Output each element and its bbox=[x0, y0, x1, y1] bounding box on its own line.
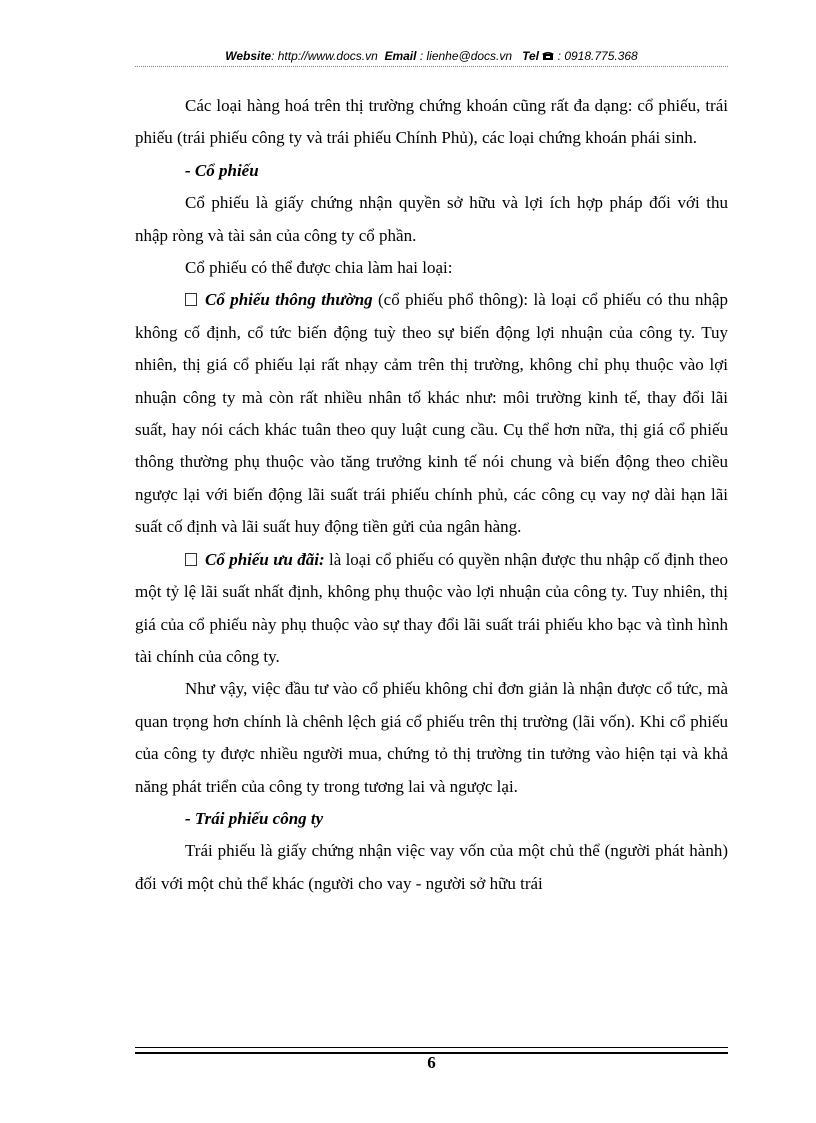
email-value: : lienhe@docs.vn bbox=[419, 49, 513, 63]
bullet-preferred-stock-title: Cổ phiếu ưu đãi: bbox=[205, 549, 325, 569]
bullet-common-stock bbox=[135, 284, 728, 543]
paragraph-stock-definition: Cổ phiếu là giấy chứng nhận quyền sở hữu và lợi ích hợp pháp đối với thu nhập ròng và tài sản của công ty cổ phần. bbox=[135, 193, 728, 245]
heading-corporate-bond: - Trái phiếu công ty bbox=[185, 808, 324, 828]
tel-label: Tel bbox=[522, 49, 539, 63]
email-label: Email bbox=[384, 49, 417, 63]
paragraph-bond-definition: Trái phiếu là giấy chứng nhận việc vay vốn của một chủ thể (người phát hành) đối với một chủ thể khác (người cho vay - người sở hữu trái bbox=[135, 841, 728, 893]
bullet-box-icon bbox=[185, 293, 197, 306]
paragraph-stock-types: Cổ phiếu có thể được chia làm hai loại: bbox=[185, 258, 453, 278]
page-header bbox=[135, 48, 728, 64]
paragraph-investment: Như vậy, việc đầu tư vào cổ phiếu không chỉ đơn giản là nhận được cổ tức, mà quan trọng hơn chính là chênh lệch giá cổ phiếu trên thị trường (lãi vốn). Khi cổ phiếu của công ty được nhiều người mua, chứng tỏ thị trường tin tưởng vào hiện tại và khả năng phát triển của công ty trong tương lai và ngược lại. bbox=[135, 679, 728, 796]
document-body bbox=[135, 90, 728, 900]
bullet-preferred-stock bbox=[135, 544, 728, 674]
paragraph-intro: Các loại hàng hoá trên thị trường chứng khoán cũng rất đa dạng: cổ phiếu, trái phiếu (trái phiếu công ty và trái phiếu Chính Phủ), các loại chứng khoán phái sinh. bbox=[135, 96, 728, 148]
header-divider bbox=[135, 66, 728, 67]
bullet-common-stock-text: (cổ phiếu phổ thông): là loại cổ phiếu có thu nhập không cố định, cổ tức biến động tuỳ theo sự biến động lợi nhuận của công ty. Tuy nhiên, thị giá cổ phiếu lại rất nhạy cảm trên thị trường, không chỉ phụ thuộc vào lợi nhuận công ty mà còn rất nhiều nhân tố khác như: môi trường kinh tế, thay đổi lãi suất, hay nói cách khác tuân theo quy luật cung cầu. Cụ thể hơn nữa, thị giá cổ phiếu thông thường phụ thuộc vào tăng trưởng kinh tế nói chung và biến động theo chiều ngược lại với biến động lãi suất trái phiếu chính phủ, các công cụ vay nợ dài hạn lãi suất cố định và lãi suất huy động tiền gửi của ngân hàng. bbox=[135, 290, 728, 537]
phone-icon bbox=[542, 49, 557, 63]
bullet-box-icon bbox=[185, 553, 197, 566]
website-value: : http://www.docs.vn bbox=[271, 49, 378, 63]
bullet-common-stock-title: Cổ phiếu thông thường bbox=[205, 290, 373, 310]
bullet-preferred-stock-text: là loại cổ phiếu có quyền nhận được thu nhập cố định theo một tỷ lệ lãi suất nhất định, không phụ thuộc vào lợi nhuận của công ty. Tuy nhiên, thị giá của cổ phiếu này phụ thuộc vào sự thay đổi lãi suất trái phiếu kho bạc và tình hình tài chính của công ty. bbox=[135, 549, 728, 666]
heading-stock: - Cổ phiếu bbox=[185, 160, 259, 180]
page-number: 6 bbox=[427, 1053, 436, 1072]
website-label: Website bbox=[225, 49, 272, 63]
tel-value: : 0918.775.368 bbox=[557, 49, 638, 63]
